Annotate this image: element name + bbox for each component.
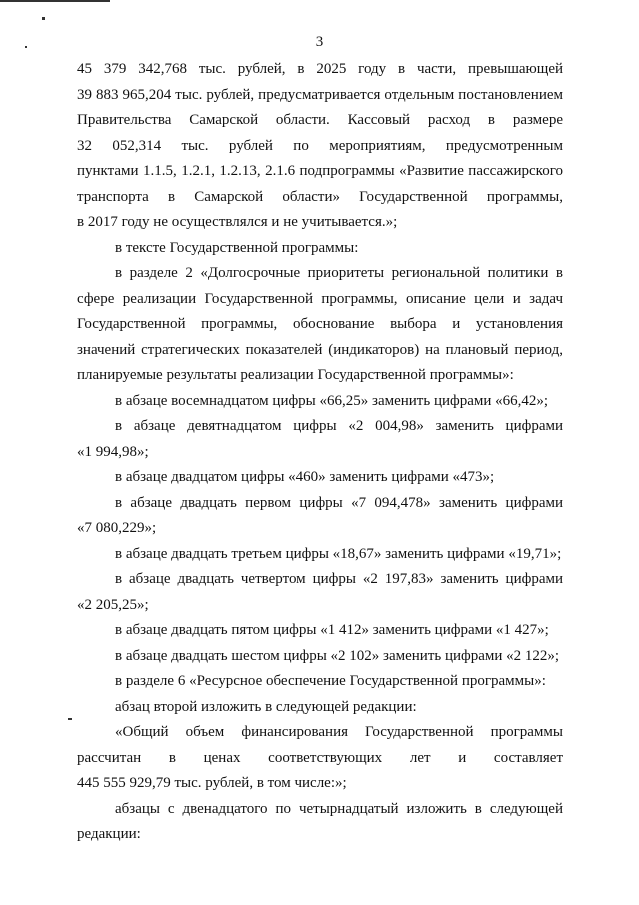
text-line-last: «1 994,98»; [77,443,149,460]
paragraph-amendment-25: в абзаце двадцать пятом цифры «1 412» заменить цифрами «1 427»; [115,622,549,638]
paragraph-amendment-24: в абзаце двадцать четвертом цифры «2 197,83» заменить цифрами [115,571,563,587]
text-line: 45 379 342,768 тыс. рублей, в 2025 году в части, превышающей [77,61,563,77]
text-line: рассчитан в ценах соответствующих лет и составляет [77,749,563,766]
paragraph-second-abzac: абзац второй изложить в следующей редакции: [115,698,417,715]
text-line-last: планируемые результаты реализации Государственной программы»: [77,367,514,383]
paragraph-abzacy-12-14: абзацы с двенадцатого по четырнадцатый изложить в следующей [115,800,563,817]
scan-mark-top [0,0,110,2]
paragraph-amendment-20: в абзаце двадцатом цифры «460» заменить цифрами «473»; [115,469,495,485]
text-line-last: редакции: [77,826,141,842]
text-line: пунктами 1.1.5, 1.2.1, 1.2.13, 2.1.6 подпрограммы «Развитие пассажирского [77,163,563,179]
scan-mark-dash [68,718,72,720]
text-line: Государственной программы, обоснование выбора и установления [77,316,563,332]
paragraph-program-text: в тексте Государственной программы: [115,239,359,256]
paragraph-amendment-18: в абзаце восемнадцатом цифры «66,25» заменить цифрами «66,42»; [115,392,549,409]
paragraph-quote-financing: «Общий объем финансирования Государственной программы [115,724,563,740]
text-line: 32 052,314 тыс. рублей по мероприятиям, предусмотренным [77,137,563,154]
page-number: 3 [315,34,324,50]
text-line: транспорта в Самарской области» Государственной программы, [77,188,563,205]
text-line-last: «7 080,229»; [77,520,157,536]
paragraph-amendment-21: в абзаце двадцать первом цифры «7 094,478» заменить цифрами [115,494,563,511]
text-line-last: в 2017 году не осуществлялся и не учитывается.»; [77,214,398,230]
text-line: значений стратегических показателей (индикаторов) на плановый период, [77,341,563,358]
document-body [77,57,563,848]
scan-mark-dot [42,17,45,20]
text-line: сфере реализации Государственной программы, описание цели и задач [77,290,563,307]
text-line: в разделе 2 «Долгосрочные приоритеты региональной политики в [115,265,563,281]
text-line: 39 883 965,204 тыс. рублей, предусматривается отдельным постановлением [77,86,563,103]
paragraph-continuation [77,57,563,210]
paragraph-amendment-23: в абзаце двадцать третьем цифры «18,67» заменить цифрами «19,71»; [115,545,562,562]
paragraph-section-2-cont [77,287,563,364]
paragraph-amendment-19: в абзаце девятнадцатом цифры «2 004,98» заменить цифрами [115,418,563,434]
text-line: Правительства Самарской области. Кассовый расход в размере [77,112,563,128]
paragraph-amendment-26: в абзаце двадцать шестом цифры «2 102» заменить цифрами «2 122»; [115,647,560,664]
text-line-last: «2 205,25»; [77,596,149,613]
paragraph-section-6: в разделе 6 «Ресурсное обеспечение Государственной программы»: [115,673,546,689]
text-line-last: 445 555 929,79 тыс. рублей, в том числе:»; [77,775,347,791]
paragraph-section-2 [77,261,563,287]
